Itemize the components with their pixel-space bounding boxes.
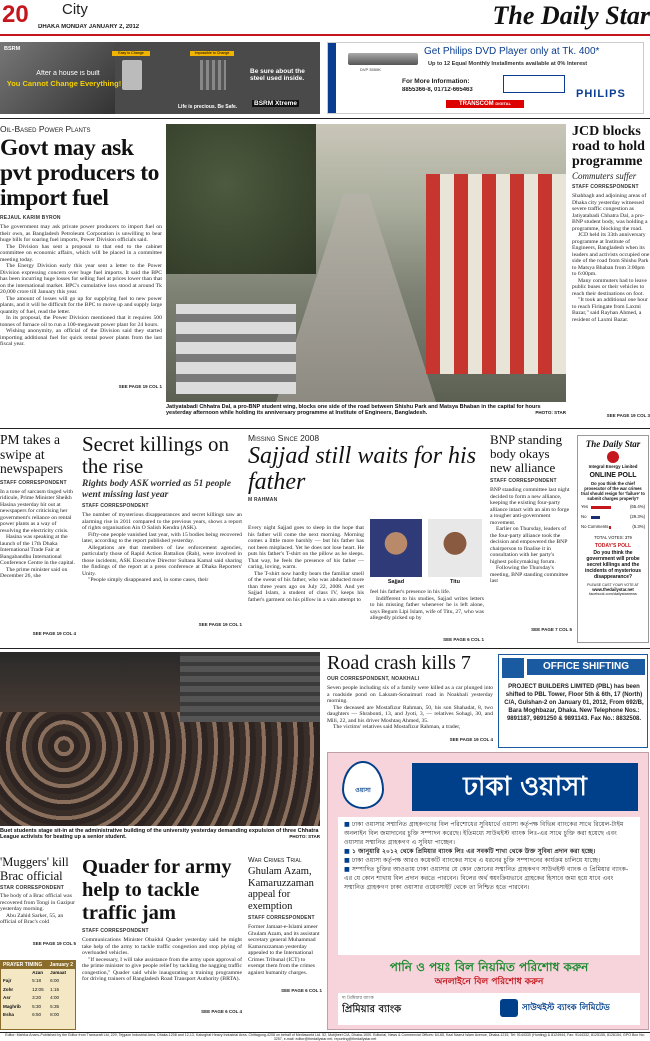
- lead-body: [0, 224, 162, 384]
- sajjad-headline[interactable]: Sajjad still waits for his father: [248, 443, 477, 495]
- road-crash-para: The victims' relatives said Mostafizur Rahman, a trader,: [333, 724, 461, 730]
- sajjad-body-col1: [248, 525, 364, 637]
- poll-total: TOTAL VOTES: 379: [594, 535, 632, 540]
- transcom-logo: [446, 100, 524, 108]
- road-crash-body: [327, 685, 493, 737]
- lead-para: The Energy Division early this year sent a letter to the Power Division expressing concern over huge fuel imports. It said the BPC has been incurring huge losses for selling fuel at prices lower than that on the international market. BPC's cumulative loss stood at around Tk 20,000 crore till January this year.: [0, 263, 162, 295]
- southeast-bank-name[interactable]: সাউথইস্ট ব্যাংক লিমিটেড: [522, 1003, 610, 1013]
- ghulam-para: Former Jamaat-e-Islami ameer Ghulam Azam, and its assistant secretary general Muhammad Kamaruzzaman yesterday appealed to the International Crimes Tribunal (ICT) to exempt them from the crimes against humanity charges.: [248, 924, 320, 976]
- ghulam-kicker: War Crimes Trial: [248, 857, 302, 864]
- wasa-bullet: [344, 856, 634, 865]
- muggers-headline[interactable]: 'Muggers' kill Brac official: [0, 856, 69, 883]
- bnp-para: Earlier on Thursday, leaders of the four-party alliance took the decision and empowered the BNP chairperson to finalise it in consultation with her party's highest policymaking forum.: [490, 526, 568, 565]
- wasa-bullet: [344, 847, 634, 856]
- page-number: 20: [2, 2, 29, 28]
- wasa-bullet-text: সম্পাদিত চুক্তির আওতায় ঢাকা ওয়াসার যে কোন জোনের সম্মানিত গ্রাহকগণ সাউথইস্ট ব্যাংক ও প্রিমিয়ার ব্যাংক-এর যে কোন শাখায় বিল প্রদান করতে পারবেন। বিলের অর্থ স্বয়ংক্রিয়ভাবে গ্রাহকের হিসাবে জমা হয়ে যাবে এবং সম্মানিত গ্রাহকগণ ঢাকা ওয়াসার ওয়েবসাইট থেকে তা নিশ্চিত হতে পারবেন।: [344, 866, 629, 891]
- poll-option-label: Yes: [581, 504, 589, 509]
- office-shifting-ad[interactable]: [498, 654, 648, 748]
- ad-line4: Life is precious. Be Safe.: [178, 104, 238, 110]
- killings-continued[interactable]: SEE PAGE 19 COL 1: [198, 622, 242, 627]
- poll-option-no: [581, 514, 645, 523]
- southeast-bank-icon: [500, 999, 518, 1017]
- jcd-para: Shahbagh and adjoining areas of Dhaka city yesterday witnessed severe traffic congestion as Jatiyatabadi Chhatra Dal, a pro-BNP student body, was holding a programme, blocking the road.: [572, 193, 648, 232]
- poll-bar: [609, 526, 611, 529]
- prayer-row: [1, 994, 75, 1002]
- wasa-ad[interactable]: [327, 752, 649, 1030]
- buet-caption-text: Buet students stage sit-in at the administrative building of the university yesterday demanding expulsion of three Chhatra League activists for beating up a senior student.: [0, 828, 319, 841]
- ad-line1: After a house is built: [36, 70, 100, 77]
- prayer-azan: 6:50: [32, 1012, 42, 1018]
- jcd-story: [572, 124, 650, 424]
- muggers-para: Abu Zahid Sarker, 55, an official of Brac's cold: [0, 912, 64, 925]
- photo-trees-left: [166, 124, 316, 274]
- lead-para: The amount of losses will go up for supplying fuel to new power plants, and it will be difficult for the BPC to move up and supply large quantity of fuel, read the letter.: [0, 295, 162, 315]
- road-crash-para: The deceased are Mostafizur Rahman, 50, his son Shahadat, 8, two daughters — Shrabonti, 13, and Jyoti, 3, — relatives Sohagi, 30, and Mili, 22, and his driver Moshtaq Ahmed, 35.: [327, 704, 493, 724]
- poll-results: [581, 504, 645, 534]
- premier-bank-tag: দ্য প্রিমিয়ার ব্যাংক: [342, 996, 374, 1001]
- road-crash-headline[interactable]: Road crash kills 7: [327, 652, 471, 674]
- wasa-bullet-text: ঢাকা ওয়াসার সম্মানিত গ্রাহকগণের বিল পরিশোধের সুবিধার্থে ওয়াসা কর্তৃপক্ষ বিভিন্ন ব্যাংকের সাথে রিয়েল-টাইম অনলাইন বিল জমাদানের চুক্তি সম্পাদন করেছে। ইতিমধ্যে সাউথইস্ট ব্যাংক লিঃ-এর সাথে চুক্তি করা হয়েছে এবং ওয়াসার সম্মানিত গ্রাহকগণ এ সুবিধা পাচ্ছেন।: [344, 821, 624, 846]
- poll-note: PLEASE CAST YOUR VOTE AT: [587, 583, 639, 587]
- online-poll: [577, 435, 649, 643]
- road-crash-story: [327, 652, 493, 748]
- section-name: City: [62, 1, 88, 18]
- more-info-label: For More Information:: [402, 78, 470, 85]
- ad-line2: You Cannot Change Everything!: [6, 79, 122, 88]
- prayer-name: Asr: [3, 995, 11, 1001]
- today-poll-question: Do you think the government will probe secret killings and the incidents of mysterious disappearance?: [584, 550, 642, 580]
- pbl-logo-icon: [502, 658, 524, 678]
- prayer-head-cell: Azan: [32, 970, 44, 975]
- ad-side-strip: [328, 43, 336, 113]
- ghulam-body: [248, 924, 322, 988]
- killings-para: Fifty-one people vanished last year, with 15 bodies being recovered later, according to the report published yesterday.: [82, 531, 242, 544]
- pm-body: [0, 489, 76, 631]
- jcd-para: "It took an additional one hour to reach Firingate from Laxmi Bazar," said Rayhan Ahmed, a resident of Laxmi Bazar.: [572, 297, 648, 323]
- killings-story: [82, 433, 242, 645]
- lead-para: In its proposal, the Power Division mentioned that it requires 500 tonnes of furnace oil to run a 100-megawatt power plant for 24 hours.: [0, 315, 162, 328]
- poll-bar: [591, 506, 611, 509]
- prayer-name: Maghrib: [3, 1003, 21, 1009]
- today-poll-label: TODAY'S POLL: [594, 543, 632, 549]
- main-photo-caption-text: Jatiyatabadi Chhatra Dal, a pro-BNP student wing, blocks one side of the road between Shishu Park and Matsya Bhaban in the capital for hours yesterday afternoon while holding its anniversary programme at Institute of Engineers, Bangladesh.: [166, 404, 541, 417]
- ad-tag-easy: Easy to Change: [112, 51, 150, 56]
- sajjad-para: Every night Sajjad goes to sleep in the hope that his father will come the next morning. Morning comes a little more harshly — but his father has not been misplaced. Yet he does not lose heart. He puts his father's T-shirt on the pillow as he sleeps. That way, he feels the presence of his father — caring, loving, warm.: [248, 525, 364, 570]
- footer-imprint: Editor: Mahfuz Anam–Published by the Editor from Transcraft Ltd, 229, Tejgaon Industrial Area, Dhaka-1208 and 12-13, Kalurghat Heavy Industrial Area, Chittagong-4208 on behalf of Mediaworld Ltd. 52, Motijheel C/A, Dhaka-1000. Editorial, News & Commercial Offices: 64-65, Kazi Nazrul Islam Avenue, Dhaka-1215, Tel: 9144330 (Hunting) & 8124944, Fax: 9144332, 8125155, 8126154, GPO Box No: 3257, e-mail: editor@thedailystar.net, reporting@thedailystar.net: [5, 1033, 645, 1041]
- ad-pipe-image: [122, 60, 142, 90]
- killings-body: [82, 512, 242, 622]
- killings-para: "People simply disappeared and, in some cases, their: [88, 577, 209, 583]
- dvd-model: DVP 3550K: [360, 67, 381, 72]
- wasa-title-banner: [412, 763, 638, 811]
- bnp-para: Following the Thursday's meeting, BNP standing committee last: [490, 565, 569, 584]
- sajjad-para: Indifferent to his studies, Sajjad writes letters to his missing father whenever he is left alone, says Begum Lipi Islam, wife of Titu, 27, who was allegedly picked up by: [370, 595, 484, 621]
- bsrm-xtreme-logo: BSRM Xtreme: [254, 100, 297, 107]
- killings-para: The number of mysterious disappearances and secret killings saw an alarming rise in 2011 compared to the previous years, shows a report of rights organisation Ain O Salish Kendra (ASK).: [82, 512, 242, 531]
- road-crash-para: Seven people including six of a family were killed as a car plunged into a roadside pond on Laksam-Sonaimuri road in Noakhali yesterday morning.: [327, 685, 493, 704]
- poll-title: ONLINE POLL: [589, 472, 637, 479]
- bsrm-logo: BSRM: [4, 46, 21, 52]
- poll-logo: The Daily Star: [585, 439, 641, 449]
- prayer-header: [1, 961, 75, 969]
- poll-option-nocomment: [581, 524, 645, 533]
- ghulam-byline: STAFF CORRESPONDENT: [248, 915, 315, 921]
- quader-headline[interactable]: Quader for army help to tackle traffic jam: [82, 856, 232, 924]
- ads-rule: [0, 118, 650, 119]
- integral-energy-icon: [607, 451, 619, 463]
- transcom-label: TRANSCOM: [458, 101, 494, 107]
- prayer-row: [1, 1011, 75, 1019]
- prayer-jamaat: 6:00: [50, 978, 60, 984]
- quader-para: "If necessary, I will take assistance from the army upon approval of the prime minister to give people relief by tackling the nagging traffic congestion," Quader said while inaugurating a training programme for driving trainers of Bangladesh Road Transport Authority (BRTA).: [82, 956, 242, 982]
- poll-bar: [591, 516, 600, 519]
- masthead-logo: The Daily Star: [492, 1, 650, 30]
- masthead-rule: [0, 34, 650, 36]
- sajjad-photo-label: Sajjad: [387, 579, 405, 585]
- sajjad-continued[interactable]: SEE PAGE 6 COL 1: [443, 637, 484, 642]
- lead-continued[interactable]: SEE PAGE 19 COL 1: [118, 384, 162, 389]
- bnp-headline[interactable]: BNP standing body okays new alliance: [490, 433, 563, 475]
- wasa-logo: [342, 761, 384, 809]
- muggers-continued[interactable]: SEE PAGE 19 COL 5: [32, 941, 76, 946]
- poll-url[interactable]: www.thedailystar.net: [592, 587, 634, 592]
- lead-byline: REJAUL KARIM BYRON: [0, 215, 61, 221]
- poll-option-yes: [581, 504, 645, 513]
- buet-photo: [0, 652, 320, 826]
- installment-boxes: [503, 75, 565, 93]
- muggers-para: The body of a Brac official was recovered from Tongi in Gazipur yesterday morning.: [0, 893, 75, 912]
- prayer-head-cell: [1, 969, 32, 977]
- bsrm-ad[interactable]: [0, 42, 320, 114]
- bnp-story: [490, 433, 572, 645]
- lead-para: Wishing anonymity, an official of the Division said they started importing additional fuel for quick rental power plants from the last fiscal year.: [0, 328, 162, 347]
- philips-headline: Get Philips DVD Player only at Tk. 400*: [424, 46, 600, 57]
- sajjad-byline: M RAHMAN: [248, 497, 278, 503]
- wasa-bullet: [344, 820, 634, 847]
- pm-para: In a tone of sarcasm tinged with ridicule, Prime Minister Sheikh Hasina yesterday hit out at newspapers for criticising her government's reliance on rental power plants as a way of resolving the electricity crisis.: [0, 488, 73, 534]
- lead-kicker: Oil-Based Power Plants: [0, 124, 91, 134]
- pm-para: Hasina was speaking at the launch of the 17th Dhaka International Trade Fair at Bangabandhu International Conference Centre in the capital.: [0, 534, 76, 566]
- jcd-body: [572, 193, 650, 413]
- prayer-azan: 12:05: [32, 986, 44, 992]
- prayer-name: Esha: [3, 1012, 14, 1018]
- row2-rule: [0, 648, 650, 649]
- poll-facebook[interactable]: facebook.com/dailystarnews: [589, 592, 637, 596]
- prayer-jamaat: 5:35: [50, 1003, 60, 1009]
- lead-story: [0, 124, 162, 424]
- titu-photo-label: Titu: [450, 579, 460, 585]
- pm-para: The prime minister said on December 26, she: [0, 566, 68, 579]
- wasa-bullet-text: ১ জানুয়ারি ২০১২ থেকে প্রিমিয়ার ব্যাংক লিঃ এর সবকটি শাখা থেকে উক্ত সুবিধা প্রদান করা হচ্ছে।: [352, 848, 596, 855]
- sajjad-para: The T-shirt now hardly bears the familiar smell of the sweat of his father, who was abducted more than three years ago on July 22, 2008. And yet Sajjad Islam, a student of class IV, keeps his father's garment on his pillow in a vain attempt to: [248, 570, 364, 603]
- poll-sponsor: Integral Energy Limited: [588, 464, 638, 469]
- killings-para: Allegations are that members of law enforcement agencies, particularly those of Rapid Action Battalion (Rab), were involved in those incidents, ASK Executive Director Sultana Kamal said sharing the findings of the report at a press conference at Dhaka Reporters' Unity.: [82, 544, 242, 577]
- lead-headline[interactable]: Govt may ask pvt producers to import fuel: [0, 135, 159, 211]
- jcd-subhead: Commuters suffer: [572, 171, 637, 181]
- prayer-jamaat: 1:15: [50, 986, 60, 992]
- prayer-table: [1, 969, 75, 1019]
- buet-crowd: [0, 712, 320, 826]
- lead-para: The Division has sent a proposal to that end to the cabinet committee on economic affairs, which will be placed in a committee meeting today.: [0, 243, 162, 263]
- ad-steel-image: [200, 60, 226, 90]
- wasa-bullets: [338, 817, 640, 955]
- prayer-head-row: [1, 969, 75, 977]
- premier-bank-logo[interactable]: [342, 995, 482, 1023]
- bnp-continued[interactable]: SEE PAGE 7 COL 5: [531, 627, 572, 632]
- main-photo: [166, 124, 566, 402]
- jcd-byline: STAFF CORRESPONDENT: [572, 184, 639, 190]
- photo-cars: [176, 304, 296, 394]
- dateline: DHAKA MONDAY JANUARY 2, 2012: [38, 24, 140, 30]
- photo-buses: [426, 174, 566, 374]
- bullet-icon: ■: [344, 821, 352, 828]
- prayer-row: [1, 977, 75, 985]
- ad-line3: Be sure about the steel used inside.: [250, 68, 305, 82]
- philips-subline: Up to 12 Equal Monthly Installments available at 0% Interest: [428, 61, 588, 67]
- wasa-slogan-1: পানি ও পয়ঃ বিল নিয়মিত পরিশোধ করুন: [389, 960, 589, 974]
- quader-body: [82, 937, 242, 1009]
- ad-photo-left: [0, 42, 115, 114]
- prayer-row: [1, 1003, 75, 1011]
- killings-subhead: Rights body ASK worried as 51 people went missing last year: [82, 479, 232, 500]
- ad-tag-impossible: Impossible to Change: [190, 51, 234, 56]
- wasa-slogan-2: অনলাইনে বিল পরিশোধ করুন: [434, 977, 544, 987]
- poll-option-label: No Comments: [581, 524, 609, 529]
- transcom-sub: DIGITAL: [495, 101, 512, 106]
- ghulam-continued[interactable]: SEE PAGE 6 COL 1: [281, 988, 322, 993]
- buet-stairs: [180, 652, 320, 722]
- sajjad-kicker: Missing Since 2008: [248, 433, 320, 443]
- bullet-icon: ■: [344, 857, 352, 864]
- sajjad-body-col2: [370, 589, 484, 637]
- main-photo-credit: PHOTO: STAR: [535, 410, 566, 416]
- titu-photo: [428, 519, 482, 577]
- philips-ad[interactable]: [327, 42, 644, 114]
- prayer-title: PRAYER TIMING: [3, 962, 43, 968]
- ghulam-headline[interactable]: Ghulam Azam, Kamaruzzaman appeal for exemption: [248, 866, 314, 912]
- jcd-continued[interactable]: SEE PAGE 19 COL 3: [606, 413, 650, 418]
- wasa-bullet: [344, 865, 634, 892]
- muggers-body: [0, 893, 76, 941]
- poll-option-pct: (65.4%): [629, 504, 645, 509]
- pm-headline[interactable]: PM takes a swipe at newspapers: [0, 433, 63, 476]
- quader-continued[interactable]: SEE PAGE 6 COL 4: [201, 1009, 242, 1014]
- philips-logo: PHILIPS: [576, 88, 626, 100]
- wasa-title: ঢাকা ওয়াসা: [463, 772, 587, 802]
- prayer-name: Fajr: [3, 978, 12, 984]
- prayer-azan: 3:20: [32, 995, 42, 1001]
- bullet-icon: ■: [344, 866, 352, 873]
- sajjad-photo: [370, 519, 422, 577]
- prayer-azan: 5:18: [32, 978, 42, 984]
- buet-caption: [0, 828, 320, 841]
- prayer-azan: 5:30: [32, 1003, 42, 1009]
- premier-bank-name: প্রিমিয়ার ব্যাংক: [342, 1004, 402, 1015]
- masthead: [0, 0, 650, 36]
- muggers-story: [0, 856, 76, 958]
- muggers-byline: STAR CORRESPONDENT: [0, 885, 65, 891]
- prayer-head-cell: Jamaat: [50, 970, 66, 975]
- wasa-logo-text: ওয়াসা: [355, 788, 371, 794]
- bank-logos-strip: [338, 993, 640, 1025]
- road-crash-byline: OUR CORRESPONDENT, NOAKHALI: [327, 676, 420, 682]
- sajjad-story: [248, 433, 484, 645]
- killings-headline[interactable]: Secret killings on the rise: [82, 433, 229, 478]
- quader-story: [82, 856, 242, 1030]
- ghulam-story: [248, 856, 322, 1030]
- pm-story: [0, 433, 76, 645]
- quader-para: Communications Minister Obaidul Quader yesterday said he might take help of the army to tackle traffic congestion and stop plying of overloaded vehicles.: [82, 937, 242, 956]
- sajjad-para: feel his father's presence in his life.: [370, 589, 451, 595]
- bnp-para: BNP standing committee last night decided to form a new alliance, keeping the existing four-party alliance intact with an aim to forge a tougher anti-government movement.: [490, 487, 570, 526]
- poll-option-pct: (29.3%): [629, 514, 645, 519]
- prayer-jamaat: 4:00: [50, 995, 60, 1001]
- bullet-icon: ■: [344, 848, 353, 855]
- jcd-para: Many commuters had to leave public buses or their vehicles to reach their destinations on foot.: [572, 277, 647, 297]
- dvd-player-image: [348, 53, 418, 65]
- wasa-bullet-text: ঢাকা ওয়াসা কর্তৃপক্ষ আরও কয়েকটি ব্যাংকের সাথে এ ধরনের চুক্তি সম্পাদনের কার্যক্রম চালিয়ে যাচ্ছে।: [351, 857, 601, 864]
- bnp-byline: STAFF CORRESPONDENT: [490, 478, 557, 484]
- office-shifting-title: OFFICE SHIFTING: [527, 659, 645, 675]
- pm-continued[interactable]: SEE PAGE 19 COL 4: [32, 630, 76, 636]
- philips-phone[interactable]: 8855366-8, 01712-665463: [402, 87, 473, 93]
- pm-byline: STAFF CORRESPONDENT: [0, 479, 67, 486]
- prayer-date: January 2: [49, 962, 73, 968]
- bnp-body: [490, 487, 572, 627]
- killings-byline: STAFF CORRESPONDENT: [82, 503, 149, 509]
- prayer-jamaat: 8:00: [50, 1012, 60, 1018]
- poll-option-pct: (5.3%): [632, 524, 645, 529]
- jcd-headline[interactable]: JCD blocks road to hold programme: [572, 124, 645, 169]
- main-photo-caption: [166, 404, 566, 417]
- prayer-timing: [0, 960, 76, 1030]
- prayer-name: Zohr: [3, 986, 14, 992]
- office-shifting-text: PROJECT BUILDERS LIMITED (PBL) has been shifted to PBL Tower, Floor 5th & 6th, 17 (North) C/A, Gulshan-2 on January 01, 2012, From 692/B, Bara Moghbazar, Dhaka. New Telephone Nos.: 9891187, 9891250 & 9891143. Fax No.: 8832508.: [504, 684, 644, 722]
- poll-question: Do you think the chief prosecutor of the war crimes trial should resign for 'failure' to submit charges properly?: [581, 481, 645, 501]
- road-crash-continued[interactable]: SEE PAGE 19 COL 4: [449, 737, 493, 742]
- row1-rule: [0, 428, 650, 429]
- jcd-para: JCD held its 33th anniversary programme at Institute of Engineers, Bangladesh when its leaders and activists occupied one side of the road from Shishu Park to Matsya Bhaban from 3:00pm to 6:00pm.: [572, 232, 650, 277]
- quader-byline: STAFF CORRESPONDENT: [82, 928, 149, 934]
- buet-credit: PHOTO: STAR: [289, 834, 320, 840]
- poll-option-label: No: [581, 514, 587, 519]
- prayer-row: [1, 986, 75, 994]
- lead-para: The government may ask private power producers to import fuel on their own, as Bangladesh Petroleum Corporation is unwilling to bear huge bills for soaring fuel imports, Power Division officials said.: [0, 224, 162, 243]
